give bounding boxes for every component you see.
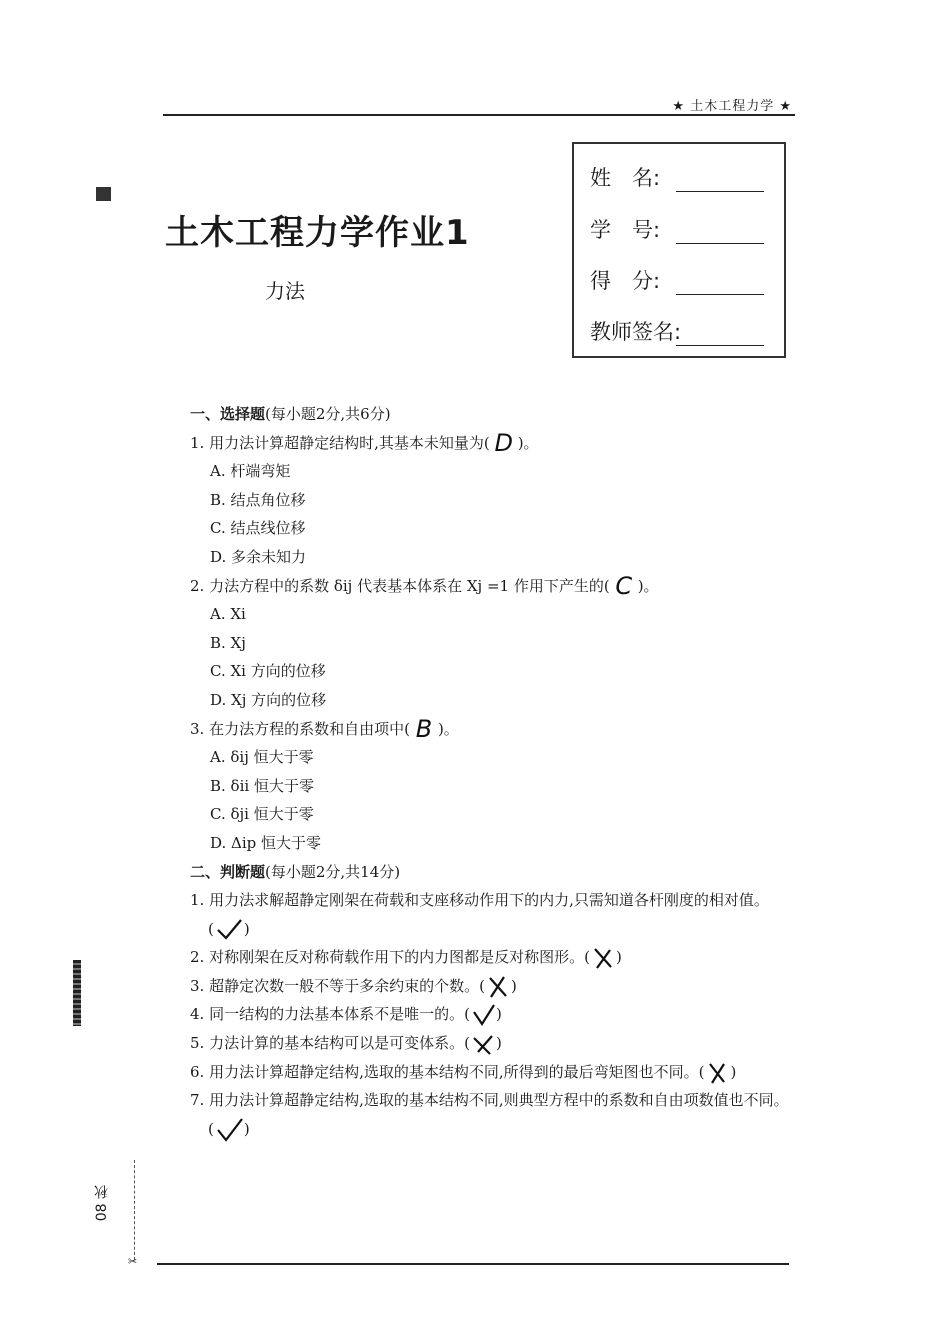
binding-bar-mark	[73, 960, 81, 1026]
handwritten-answer: D	[494, 429, 513, 458]
cross-mark-icon	[704, 1061, 730, 1085]
question	[190, 429, 810, 458]
score-blank[interactable]	[676, 276, 764, 295]
judgement-item	[190, 943, 810, 972]
option: B. δii 恒大于零	[210, 776, 314, 795]
judgement-item	[190, 1029, 810, 1058]
info-row-score	[590, 265, 764, 295]
header-rule	[163, 114, 795, 116]
option: A. 杆端弯矩	[210, 462, 291, 481]
option: B. Xj	[210, 633, 246, 652]
option: A. δij 恒大于零	[210, 748, 314, 767]
judgement-item: 7. 用力法计算超静定结构,选取的基本结构不同,则典型方程中的系数和自由项数值也不同。	[190, 1091, 789, 1110]
question-text-end: )。	[437, 719, 459, 738]
info-label: 学 号:	[590, 218, 661, 242]
info-row-signature	[590, 316, 764, 346]
judgement-text: 6. 用力法计算超静定结构,选取的基本结构不同,所得到的最后弯矩图也不同。(	[190, 1062, 705, 1081]
signature-blank[interactable]	[676, 327, 764, 346]
cut-line	[134, 1160, 135, 1260]
info-label: 得 分:	[590, 269, 661, 293]
page-subtitle: 力法	[265, 279, 305, 303]
info-row-name	[590, 162, 764, 192]
section-heading	[190, 858, 810, 887]
question-text-end: )。	[637, 576, 659, 595]
footer-rule	[157, 1263, 789, 1265]
checkmark-icon	[470, 1003, 496, 1027]
option: C. Xi 方向的位移	[210, 662, 326, 681]
judgement-text: 3. 超静定次数一般不等于多余约束的个数。(	[190, 976, 485, 995]
info-label: 姓 名:	[590, 166, 661, 190]
question	[190, 572, 810, 601]
cross-mark-icon	[590, 946, 616, 970]
judgement-answer-line: ( )	[190, 915, 810, 944]
option: C. 结点线位移	[210, 519, 306, 538]
question-text: 2. 力法方程中的系数 δij 代表基本体系在 Xj =1 作用下产生的(	[190, 576, 610, 595]
section-title: 一、选择题	[190, 405, 266, 423]
handwritten-answer: C	[615, 572, 633, 601]
cross-mark-icon	[485, 975, 511, 999]
judgement-text: 5. 力法计算的基本结构可以是可变体系。(	[190, 1034, 470, 1053]
id-blank[interactable]	[676, 225, 764, 244]
option: B. 结点角位移	[210, 490, 306, 509]
binding-mark	[96, 187, 111, 201]
series-header: ★ 土木工程力学 ★	[672, 99, 792, 114]
handwritten-answer: B	[415, 715, 433, 744]
judgement-item	[190, 1000, 810, 1029]
homework-content	[190, 400, 810, 1143]
name-blank[interactable]	[676, 173, 764, 192]
checkmark-icon	[214, 919, 244, 941]
paren-close: )	[495, 1034, 502, 1053]
question-text-end: )。	[517, 433, 539, 452]
option: D. Xj 方向的位移	[210, 690, 327, 709]
cross-mark-icon	[470, 1032, 496, 1056]
question-text: 3. 在力法方程的系数和自由项中(	[190, 719, 410, 738]
option: D. Δip 恒大于零	[210, 833, 322, 852]
checkmark-icon	[214, 1118, 244, 1142]
scissors-icon: ✂	[128, 1255, 138, 1268]
judgement-text: 2. 对称刚架在反对称荷载作用下的内力图都是反对称图形。(	[190, 948, 590, 967]
section-note: (每小题2分,共14分)	[265, 862, 401, 881]
paren-close: )	[495, 1005, 502, 1024]
section-heading	[190, 400, 810, 429]
option: D. 多余未知力	[210, 547, 307, 566]
paren-close: )	[730, 1062, 737, 1081]
info-row-id	[590, 214, 764, 244]
question	[190, 715, 810, 744]
student-info-box	[572, 142, 786, 358]
paren-close: )	[615, 948, 622, 967]
page-title: 土木工程力学作业1	[165, 213, 470, 253]
info-label: 教师签名:	[590, 320, 682, 344]
judgement-text: 4. 同一结构的力法基本体系不是唯一的。(	[190, 1005, 470, 1024]
section-title: 二、判断题	[190, 862, 266, 881]
option: A. Xi	[210, 605, 246, 624]
side-term-label: 08 秋	[94, 1185, 110, 1222]
option: C. δji 恒大于零	[210, 805, 314, 824]
paren-close: )	[510, 976, 517, 995]
judgement-item	[190, 972, 810, 1001]
judgement-item	[190, 1058, 810, 1087]
judgement-answer-line: ( )	[190, 1115, 810, 1144]
judgement-item: 1. 用力法求解超静定刚架在荷载和支座移动作用下的内力,只需知道各杆刚度的相对值。	[190, 891, 769, 910]
section-note: (每小题2分,共6分)	[265, 405, 391, 423]
question-text: 1. 用力法计算超静定结构时,其基本未知量为(	[190, 433, 490, 452]
